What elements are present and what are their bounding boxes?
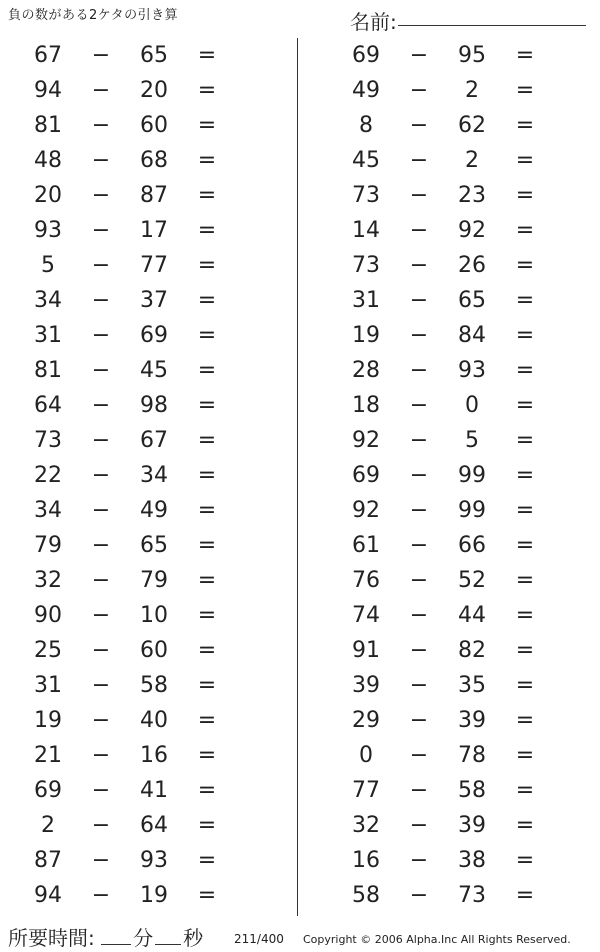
column-divider bbox=[297, 38, 298, 916]
subtrahend: 77 bbox=[140, 253, 168, 278]
subtrahend: 87 bbox=[140, 183, 168, 208]
problem-row bbox=[338, 388, 600, 423]
subtrahend: 64 bbox=[140, 813, 168, 838]
problem-row bbox=[338, 493, 600, 528]
equals-sign: = bbox=[197, 183, 217, 208]
minuend: 5 bbox=[41, 253, 55, 278]
subtrahend: 39 bbox=[458, 813, 486, 838]
problem-row bbox=[338, 773, 600, 808]
problem-row bbox=[338, 703, 600, 738]
minus-sign: − bbox=[91, 288, 111, 313]
subtrahend: 5 bbox=[465, 428, 479, 453]
copyright-text: Copyright © 2006 Alpha.Inc All Rights Reserved. bbox=[303, 933, 571, 946]
equals-sign: = bbox=[197, 638, 217, 663]
subtrahend: 65 bbox=[140, 533, 168, 558]
left-problem-column bbox=[20, 38, 290, 913]
equals-sign: = bbox=[515, 43, 535, 68]
subtrahend: 16 bbox=[140, 743, 168, 768]
subtrahend: 98 bbox=[140, 393, 168, 418]
worksheet-title: 負の数がある2ケタの引き算 bbox=[8, 8, 179, 23]
equals-sign: = bbox=[515, 813, 535, 838]
equals-sign: = bbox=[515, 323, 535, 348]
subtrahend: 17 bbox=[140, 218, 168, 243]
problem-row bbox=[338, 738, 600, 773]
subtrahend: 92 bbox=[458, 218, 486, 243]
problem-row bbox=[20, 598, 290, 633]
equals-sign: = bbox=[197, 778, 217, 803]
equals-sign: = bbox=[197, 113, 217, 138]
minus-sign: − bbox=[91, 113, 111, 138]
equals-sign: = bbox=[515, 183, 535, 208]
problem-row bbox=[20, 213, 290, 248]
minuend: 16 bbox=[352, 848, 380, 873]
subtrahend: 37 bbox=[140, 288, 168, 313]
problem-row bbox=[20, 668, 290, 703]
subtrahend: 10 bbox=[140, 603, 168, 628]
equals-sign: = bbox=[515, 148, 535, 173]
subtrahend: 67 bbox=[140, 428, 168, 453]
problem-row bbox=[20, 318, 290, 353]
minuend: 94 bbox=[34, 78, 62, 103]
problem-row bbox=[20, 528, 290, 563]
equals-sign: = bbox=[197, 743, 217, 768]
minus-sign: − bbox=[409, 673, 429, 698]
name-field[interactable] bbox=[398, 25, 586, 26]
subtrahend: 19 bbox=[140, 883, 168, 908]
equals-sign: = bbox=[197, 323, 217, 348]
subtrahend: 66 bbox=[458, 533, 486, 558]
equals-sign: = bbox=[515, 708, 535, 733]
subtrahend: 45 bbox=[140, 358, 168, 383]
equals-sign: = bbox=[197, 253, 217, 278]
name-label: 名前: bbox=[350, 10, 397, 34]
minuend: 92 bbox=[352, 498, 380, 523]
minus-sign: − bbox=[91, 498, 111, 523]
minuend: 31 bbox=[34, 673, 62, 698]
minus-sign: − bbox=[409, 288, 429, 313]
subtrahend: 84 bbox=[458, 323, 486, 348]
minuend: 74 bbox=[352, 603, 380, 628]
problem-row bbox=[338, 178, 600, 213]
equals-sign: = bbox=[515, 638, 535, 663]
minuend: 34 bbox=[34, 288, 62, 313]
minuend: 48 bbox=[34, 148, 62, 173]
subtrahend: 99 bbox=[458, 498, 486, 523]
minuend: 14 bbox=[352, 218, 380, 243]
minuend: 31 bbox=[34, 323, 62, 348]
minus-sign: − bbox=[409, 848, 429, 873]
minutes-unit: 分 bbox=[133, 926, 154, 950]
minus-sign: − bbox=[409, 323, 429, 348]
minus-sign: − bbox=[409, 43, 429, 68]
problem-row bbox=[20, 388, 290, 423]
subtrahend: 93 bbox=[458, 358, 486, 383]
time-label: 所要時間: bbox=[8, 926, 95, 950]
subtrahend: 40 bbox=[140, 708, 168, 733]
minuend: 25 bbox=[34, 638, 62, 663]
problem-row bbox=[338, 843, 600, 878]
minuend: 69 bbox=[34, 778, 62, 803]
subtrahend: 68 bbox=[140, 148, 168, 173]
subtrahend: 2 bbox=[465, 148, 479, 173]
problem-row bbox=[20, 178, 290, 213]
minus-sign: − bbox=[91, 358, 111, 383]
problem-row bbox=[20, 458, 290, 493]
problem-row bbox=[20, 423, 290, 458]
subtrahend: 44 bbox=[458, 603, 486, 628]
minuend: 32 bbox=[352, 813, 380, 838]
problem-row bbox=[338, 458, 600, 493]
equals-sign: = bbox=[197, 603, 217, 628]
minuend: 32 bbox=[34, 568, 62, 593]
minus-sign: − bbox=[91, 533, 111, 558]
subtrahend: 35 bbox=[458, 673, 486, 698]
minus-sign: − bbox=[409, 743, 429, 768]
minus-sign: − bbox=[409, 813, 429, 838]
equals-sign: = bbox=[515, 218, 535, 243]
minus-sign: − bbox=[409, 358, 429, 383]
minuend: 58 bbox=[352, 883, 380, 908]
problem-row bbox=[20, 143, 290, 178]
minus-sign: − bbox=[91, 848, 111, 873]
minuend: 93 bbox=[34, 218, 62, 243]
minuend: 94 bbox=[34, 883, 62, 908]
equals-sign: = bbox=[515, 253, 535, 278]
problem-row bbox=[338, 318, 600, 353]
subtrahend: 65 bbox=[140, 43, 168, 68]
minus-sign: − bbox=[409, 78, 429, 103]
equals-sign: = bbox=[515, 358, 535, 383]
equals-sign: = bbox=[515, 533, 535, 558]
minuend: 18 bbox=[352, 393, 380, 418]
time-taken bbox=[8, 922, 205, 951]
equals-sign: = bbox=[515, 288, 535, 313]
minuend: 45 bbox=[352, 148, 380, 173]
equals-sign: = bbox=[197, 393, 217, 418]
subtrahend: 69 bbox=[140, 323, 168, 348]
subtrahend: 65 bbox=[458, 288, 486, 313]
minuend: 2 bbox=[41, 813, 55, 838]
problem-row bbox=[338, 213, 600, 248]
subtrahend: 20 bbox=[140, 78, 168, 103]
problem-row bbox=[338, 528, 600, 563]
minus-sign: − bbox=[409, 113, 429, 138]
minuend: 81 bbox=[34, 113, 62, 138]
problem-row bbox=[338, 563, 600, 598]
equals-sign: = bbox=[197, 428, 217, 453]
equals-sign: = bbox=[197, 848, 217, 873]
problem-row bbox=[20, 353, 290, 388]
problem-row bbox=[20, 563, 290, 598]
minus-sign: − bbox=[409, 218, 429, 243]
subtrahend: 34 bbox=[140, 463, 168, 488]
minuend: 92 bbox=[352, 428, 380, 453]
minus-sign: − bbox=[91, 183, 111, 208]
problem-row bbox=[338, 353, 600, 388]
equals-sign: = bbox=[515, 78, 535, 103]
problem-row bbox=[20, 38, 290, 73]
minus-sign: − bbox=[409, 148, 429, 173]
equals-sign: = bbox=[515, 113, 535, 138]
equals-sign: = bbox=[515, 393, 535, 418]
problem-row bbox=[20, 73, 290, 108]
minus-sign: − bbox=[91, 708, 111, 733]
minus-sign: − bbox=[409, 253, 429, 278]
problem-row bbox=[20, 283, 290, 318]
minus-sign: − bbox=[91, 568, 111, 593]
minuend: 19 bbox=[352, 323, 380, 348]
problem-row bbox=[20, 878, 290, 913]
equals-sign: = bbox=[515, 743, 535, 768]
problem-row bbox=[338, 73, 600, 108]
minus-sign: − bbox=[91, 148, 111, 173]
minuend: 73 bbox=[34, 428, 62, 453]
minuend: 73 bbox=[352, 253, 380, 278]
problem-row bbox=[338, 633, 600, 668]
subtrahend: 26 bbox=[458, 253, 486, 278]
problem-row bbox=[338, 878, 600, 913]
seconds-blank[interactable] bbox=[155, 924, 181, 945]
equals-sign: = bbox=[515, 673, 535, 698]
minuend: 20 bbox=[34, 183, 62, 208]
equals-sign: = bbox=[515, 778, 535, 803]
equals-sign: = bbox=[197, 463, 217, 488]
minuend: 22 bbox=[34, 463, 62, 488]
problem-row bbox=[20, 703, 290, 738]
equals-sign: = bbox=[197, 533, 217, 558]
minus-sign: − bbox=[409, 498, 429, 523]
equals-sign: = bbox=[515, 848, 535, 873]
problem-row bbox=[338, 423, 600, 458]
problem-row bbox=[20, 248, 290, 283]
minus-sign: − bbox=[409, 778, 429, 803]
equals-sign: = bbox=[197, 43, 217, 68]
subtrahend: 62 bbox=[458, 113, 486, 138]
minuend: 0 bbox=[359, 743, 373, 768]
equals-sign: = bbox=[197, 813, 217, 838]
minus-sign: − bbox=[91, 603, 111, 628]
problem-row bbox=[338, 668, 600, 703]
minus-sign: − bbox=[91, 673, 111, 698]
equals-sign: = bbox=[515, 603, 535, 628]
subtrahend: 93 bbox=[140, 848, 168, 873]
problem-row bbox=[338, 143, 600, 178]
subtrahend: 60 bbox=[140, 113, 168, 138]
minus-sign: − bbox=[91, 323, 111, 348]
minuend: 91 bbox=[352, 638, 380, 663]
equals-sign: = bbox=[197, 358, 217, 383]
subtrahend: 95 bbox=[458, 43, 486, 68]
minuend: 8 bbox=[359, 113, 373, 138]
subtrahend: 49 bbox=[140, 498, 168, 523]
minuend: 49 bbox=[352, 78, 380, 103]
problem-row bbox=[20, 773, 290, 808]
minus-sign: − bbox=[91, 778, 111, 803]
subtrahend: 23 bbox=[458, 183, 486, 208]
minus-sign: − bbox=[409, 603, 429, 628]
problem-row bbox=[338, 108, 600, 143]
equals-sign: = bbox=[197, 708, 217, 733]
minus-sign: − bbox=[91, 393, 111, 418]
minuend: 87 bbox=[34, 848, 62, 873]
minus-sign: − bbox=[409, 428, 429, 453]
minuend: 31 bbox=[352, 288, 380, 313]
minus-sign: − bbox=[409, 568, 429, 593]
subtrahend: 73 bbox=[458, 883, 486, 908]
minuend: 69 bbox=[352, 43, 380, 68]
problem-row bbox=[338, 283, 600, 318]
right-problem-column bbox=[338, 38, 600, 913]
minus-sign: − bbox=[409, 533, 429, 558]
problem-row bbox=[20, 633, 290, 668]
equals-sign: = bbox=[515, 883, 535, 908]
subtrahend: 58 bbox=[458, 778, 486, 803]
problem-row bbox=[20, 108, 290, 143]
minus-sign: − bbox=[91, 43, 111, 68]
minuend: 64 bbox=[34, 393, 62, 418]
problem-row bbox=[338, 38, 600, 73]
subtrahend: 2 bbox=[465, 78, 479, 103]
equals-sign: = bbox=[197, 148, 217, 173]
minuend: 76 bbox=[352, 568, 380, 593]
minutes-blank[interactable] bbox=[101, 924, 131, 945]
minus-sign: − bbox=[409, 708, 429, 733]
minuend: 77 bbox=[352, 778, 380, 803]
minuend: 61 bbox=[352, 533, 380, 558]
subtrahend: 58 bbox=[140, 673, 168, 698]
minuend: 69 bbox=[352, 463, 380, 488]
minus-sign: − bbox=[409, 393, 429, 418]
minus-sign: − bbox=[91, 883, 111, 908]
minuend: 39 bbox=[352, 673, 380, 698]
minuend: 34 bbox=[34, 498, 62, 523]
minus-sign: − bbox=[91, 743, 111, 768]
minus-sign: − bbox=[409, 463, 429, 488]
minuend: 19 bbox=[34, 708, 62, 733]
equals-sign: = bbox=[197, 288, 217, 313]
minuend: 29 bbox=[352, 708, 380, 733]
problem-row bbox=[338, 598, 600, 633]
page-number: 211/400 bbox=[234, 932, 284, 946]
minus-sign: − bbox=[91, 218, 111, 243]
subtrahend: 99 bbox=[458, 463, 486, 488]
minus-sign: − bbox=[91, 428, 111, 453]
subtrahend: 41 bbox=[140, 778, 168, 803]
minuend: 67 bbox=[34, 43, 62, 68]
equals-sign: = bbox=[515, 498, 535, 523]
subtrahend: 82 bbox=[458, 638, 486, 663]
minus-sign: − bbox=[91, 463, 111, 488]
minuend: 73 bbox=[352, 183, 380, 208]
minus-sign: − bbox=[91, 638, 111, 663]
minus-sign: − bbox=[91, 253, 111, 278]
minuend: 81 bbox=[34, 358, 62, 383]
minus-sign: − bbox=[91, 813, 111, 838]
equals-sign: = bbox=[197, 568, 217, 593]
equals-sign: = bbox=[197, 78, 217, 103]
subtrahend: 78 bbox=[458, 743, 486, 768]
equals-sign: = bbox=[197, 498, 217, 523]
minuend: 21 bbox=[34, 743, 62, 768]
minus-sign: − bbox=[91, 78, 111, 103]
minuend: 90 bbox=[34, 603, 62, 628]
equals-sign: = bbox=[515, 568, 535, 593]
problem-row bbox=[20, 738, 290, 773]
seconds-unit: 秒 bbox=[183, 926, 204, 950]
problem-row bbox=[338, 248, 600, 283]
minuend: 79 bbox=[34, 533, 62, 558]
subtrahend: 0 bbox=[465, 393, 479, 418]
subtrahend: 60 bbox=[140, 638, 168, 663]
problem-row bbox=[20, 843, 290, 878]
problem-row bbox=[20, 808, 290, 843]
subtrahend: 52 bbox=[458, 568, 486, 593]
subtrahend: 79 bbox=[140, 568, 168, 593]
minuend: 28 bbox=[352, 358, 380, 383]
equals-sign: = bbox=[197, 218, 217, 243]
problem-row bbox=[338, 808, 600, 843]
equals-sign: = bbox=[197, 883, 217, 908]
problem-row bbox=[20, 493, 290, 528]
equals-sign: = bbox=[515, 463, 535, 488]
minus-sign: − bbox=[409, 638, 429, 663]
minus-sign: − bbox=[409, 183, 429, 208]
subtrahend: 38 bbox=[458, 848, 486, 873]
subtrahend: 39 bbox=[458, 708, 486, 733]
equals-sign: = bbox=[515, 428, 535, 453]
minus-sign: − bbox=[409, 883, 429, 908]
equals-sign: = bbox=[197, 673, 217, 698]
